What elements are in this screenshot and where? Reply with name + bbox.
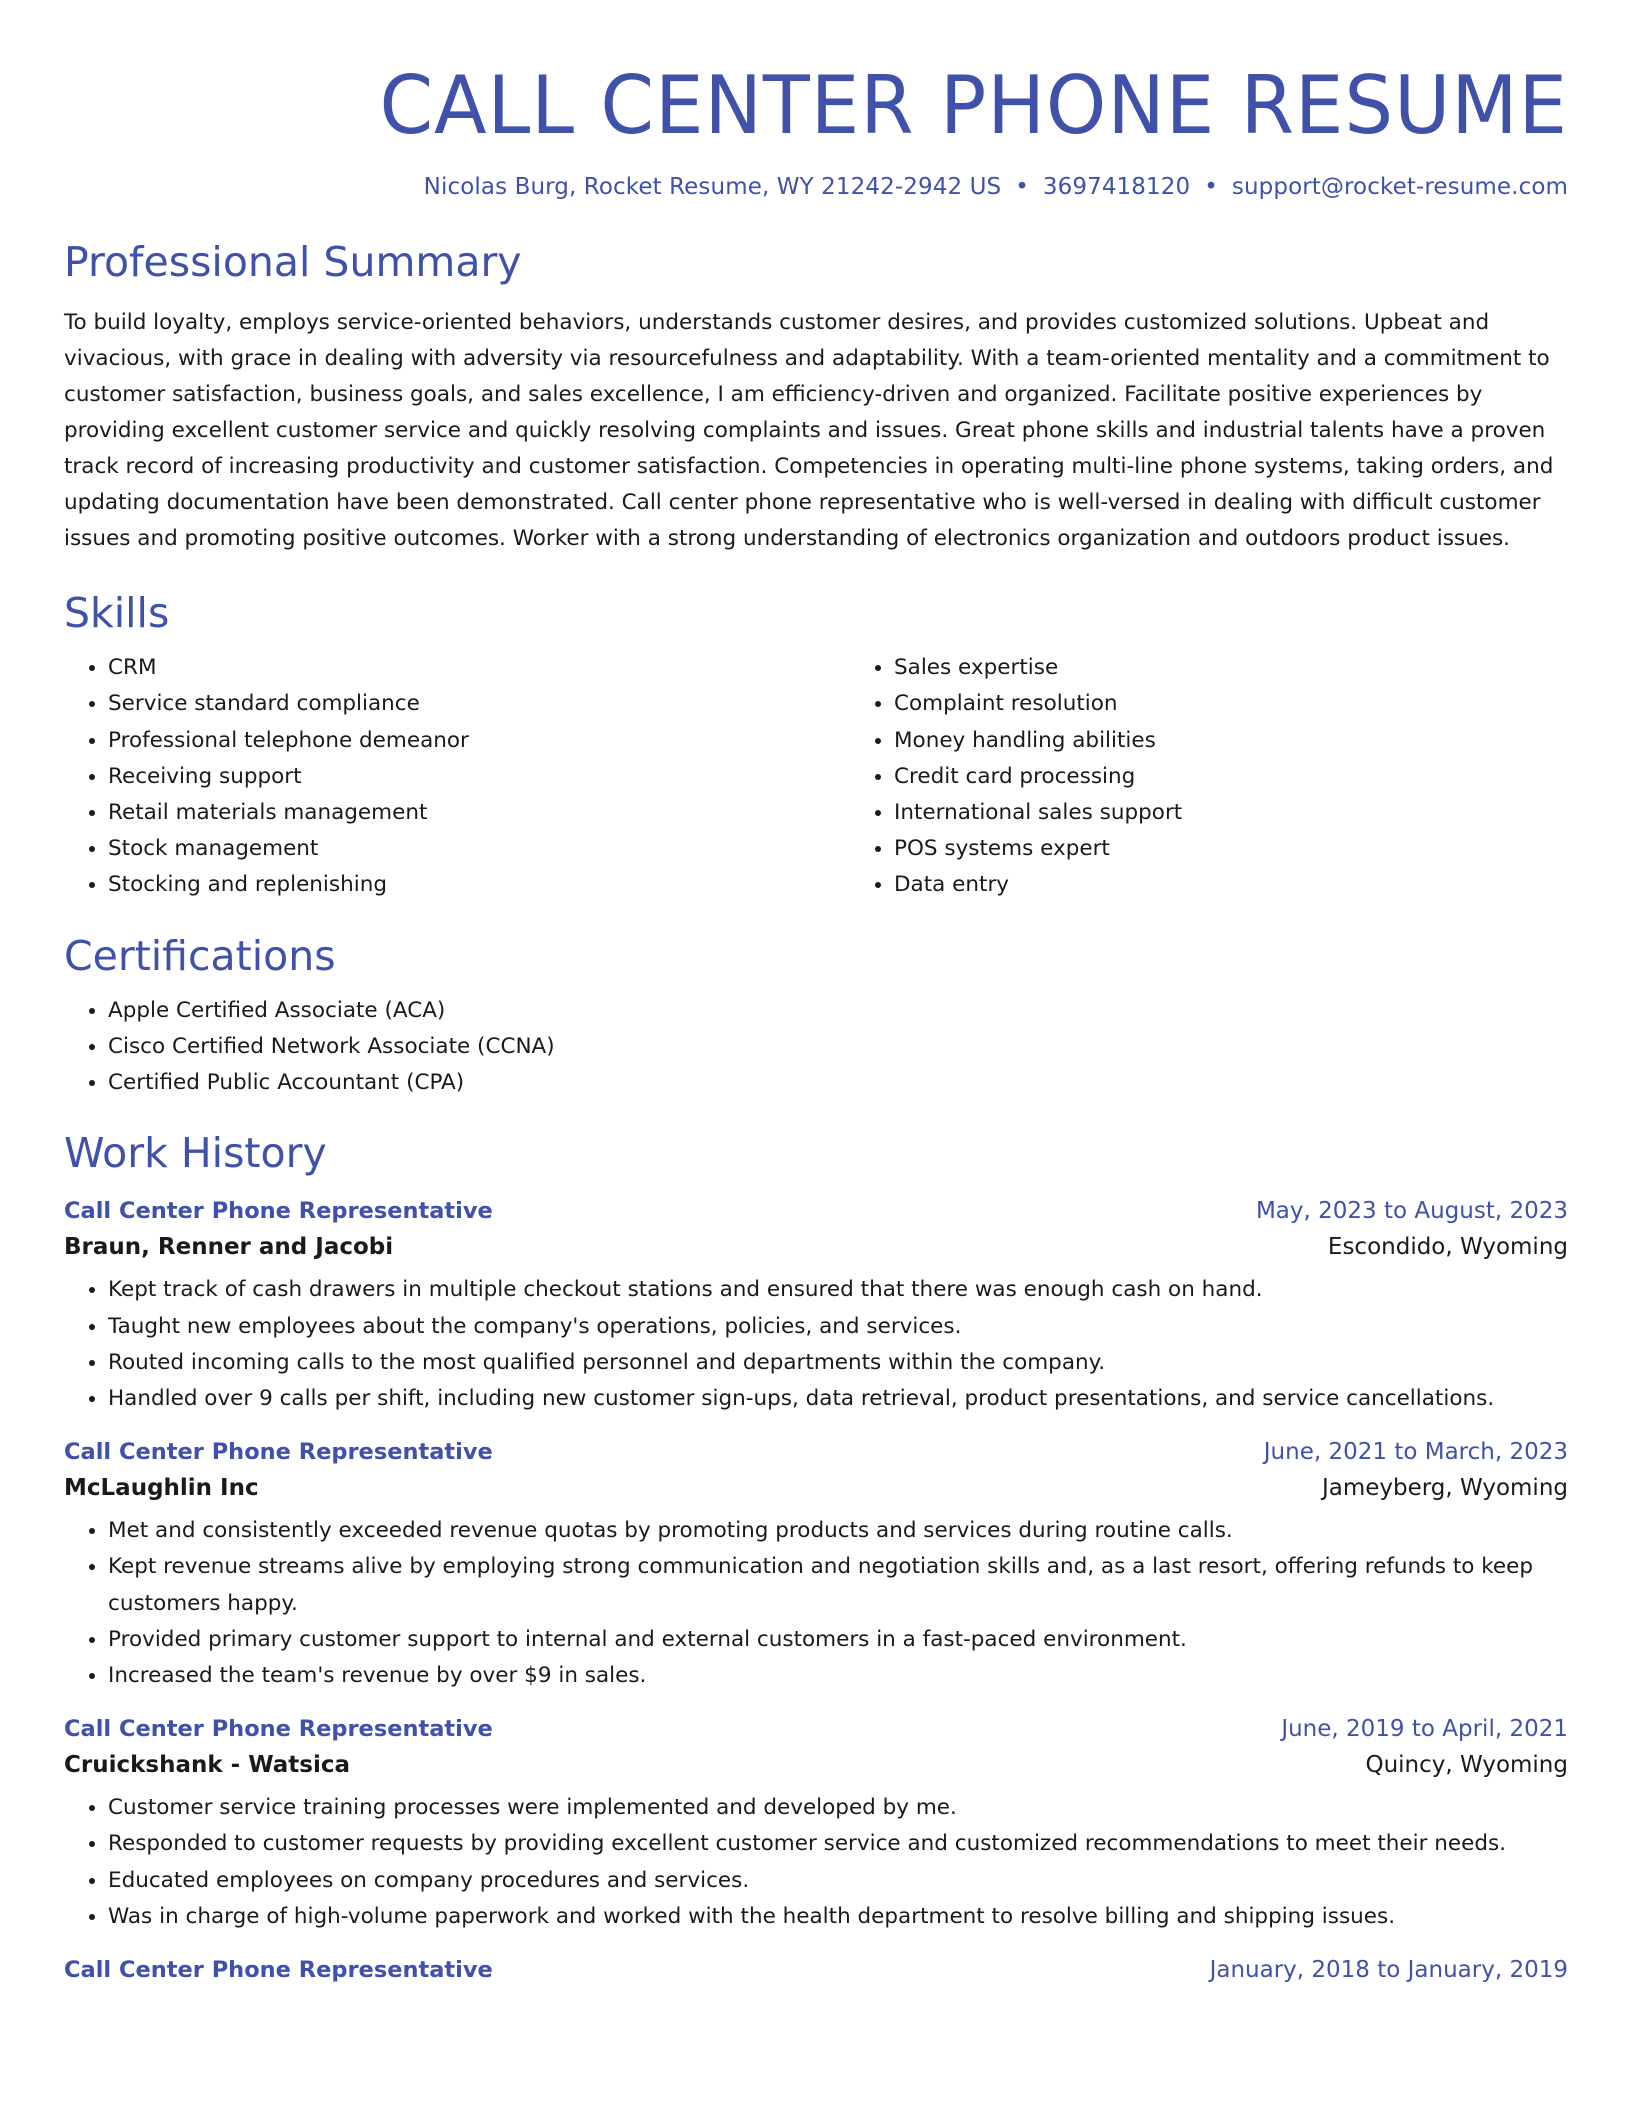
job-bullet: • Increased the team's revenue by over $9 in sales. (108, 1658, 1568, 1694)
job-dates: June, 2021 to March, 2023 (1263, 1439, 1568, 1466)
work-history-heading: Work History (64, 1129, 327, 1178)
job-title-row (64, 1439, 1568, 1465)
skill-item: • Stocking and replenishing (108, 867, 850, 903)
skill-item: • Receiving support (108, 759, 850, 795)
skill-item: • Stock management (108, 831, 850, 867)
job-bullets (64, 1272, 1568, 1417)
contact-address: Nicolas Burg, Rocket Resume, WY 21242-2942 US (423, 174, 1002, 200)
contact-email: support@rocket-resume.com (1231, 174, 1568, 200)
certifications-heading: Certifications (64, 931, 336, 980)
skill-item: • Sales expertise (894, 650, 1568, 686)
certification-item: • Certified Public Accountant (CPA) (108, 1065, 1568, 1101)
summary-text: To build loyalty, employs service-oriented behaviors, understands customer desires, and provides customized solutions. Upbeat and vivacious, with grace in dealing with adversity via resourcefulness and adaptability. With a team-oriented mentality and a commitment to customer satisfaction, business goals, and sales excellence, I am efficiency-driven and organized. Facilitate positive experiences by providing excellent customer service and quickly resolving complaints and issues. Great phone skills and industrial talents have a proven track record of increasing productivity and customer satisfaction. Competencies in operating multi-line phone systems, taking orders, and updating documentation have been demonstrated. Call center phone representative who is well-versed in dealing with difficult customer issues and promoting positive outcomes. Worker with a strong understanding of electronics organization and outdoors product issues. (64, 310, 1554, 552)
skill-item: • Retail materials management (108, 795, 850, 831)
skill-item: • Professional telephone demeanor (108, 723, 850, 759)
job-entry (64, 1957, 1568, 1983)
job-company: Cruickshank - Watsica (64, 1752, 351, 1779)
job-title: Call Center Phone Representative (64, 1198, 493, 1225)
skill-item: • International sales support (894, 795, 1568, 831)
job-entry (64, 1716, 1568, 1935)
job-dates: June, 2019 to April, 2021 (1281, 1716, 1568, 1743)
certification-item: • Cisco Certified Network Associate (CCNA) (108, 1029, 1568, 1065)
contact-line (64, 174, 1568, 200)
skill-item: • Credit card processing (894, 759, 1568, 795)
job-title-row (64, 1716, 1568, 1742)
job-location: Jameyberg, Wyoming (1321, 1475, 1568, 1502)
contact-separator: • (1204, 174, 1218, 200)
job-bullet: • Customer service training processes were implemented and developed by me. (108, 1790, 1568, 1826)
certifications-list (64, 993, 1568, 1102)
job-title-row (64, 1198, 1568, 1224)
job-company: Braun, Renner and Jacobi (64, 1234, 394, 1261)
job-title: Call Center Phone Representative (64, 1439, 493, 1466)
job-bullet: • Met and consistently exceeded revenue quotas by promoting products and services during routine calls. (108, 1513, 1568, 1549)
job-title-row (64, 1957, 1568, 1983)
job-title: Call Center Phone Representative (64, 1716, 493, 1743)
job-bullet: • Responded to customer requests by providing excellent customer service and customized recommendations to meet their needs. (108, 1826, 1568, 1862)
job-dates: January, 2018 to January, 2019 (1209, 1957, 1568, 1984)
skills-list-left (64, 650, 850, 903)
job-bullets (64, 1513, 1568, 1694)
job-bullet: • Was in charge of high-volume paperwork and worked with the health department to resolve billing and shipping issues. (108, 1899, 1568, 1935)
skill-item: • Data entry (894, 867, 1568, 903)
skills-list-right (850, 650, 1568, 903)
skills-heading: Skills (64, 589, 170, 638)
job-entry (64, 1439, 1568, 1694)
certification-item: • Apple Certified Associate (ACA) (108, 993, 1568, 1029)
job-bullet: • Educated employees on company procedures and services. (108, 1863, 1568, 1899)
job-bullet: • Taught new employees about the company's operations, policies, and services. (108, 1309, 1568, 1345)
job-company: McLaughlin Inc (64, 1475, 259, 1502)
skill-item: • CRM (108, 650, 850, 686)
job-title: Call Center Phone Representative (64, 1957, 493, 1984)
skill-item: • Service standard compliance (108, 686, 850, 722)
contact-phone: 3697418120 (1042, 174, 1191, 200)
job-dates: May, 2023 to August, 2023 (1255, 1198, 1568, 1225)
job-bullet: • Kept track of cash drawers in multiple checkout stations and ensured that there was enough cash on hand. (108, 1272, 1568, 1308)
summary-heading: Professional Summary (64, 238, 522, 286)
skills-columns (64, 636, 1568, 903)
contact-separator: • (1015, 174, 1029, 200)
job-bullet: • Kept revenue streams alive by employing strong communication and negotiation skills and, as a last resort, offering refunds to keep customers happy. (108, 1549, 1568, 1621)
skill-item: • POS systems expert (894, 831, 1568, 867)
skill-item: • Complaint resolution (894, 686, 1568, 722)
job-bullet: • Handled over 9 calls per shift, including new customer sign-ups, data retrieval, product presentations, and service cancellations. (108, 1381, 1568, 1417)
job-bullet: • Provided primary customer support to internal and external customers in a fast-paced environment. (108, 1622, 1568, 1658)
job-entry (64, 1198, 1568, 1417)
job-company-row (64, 1475, 1568, 1501)
resume-title: CALL CENTER PHONE RESUME (379, 59, 1569, 152)
job-company-row (64, 1234, 1568, 1260)
job-location: Escondido, Wyoming (1327, 1234, 1568, 1261)
job-company-row (64, 1752, 1568, 1778)
job-bullets (64, 1790, 1568, 1935)
skill-item: • Money handling abilities (894, 723, 1568, 759)
job-location: Quincy, Wyoming (1365, 1752, 1568, 1779)
job-bullet: • Routed incoming calls to the most qualified personnel and departments within the company. (108, 1345, 1568, 1381)
